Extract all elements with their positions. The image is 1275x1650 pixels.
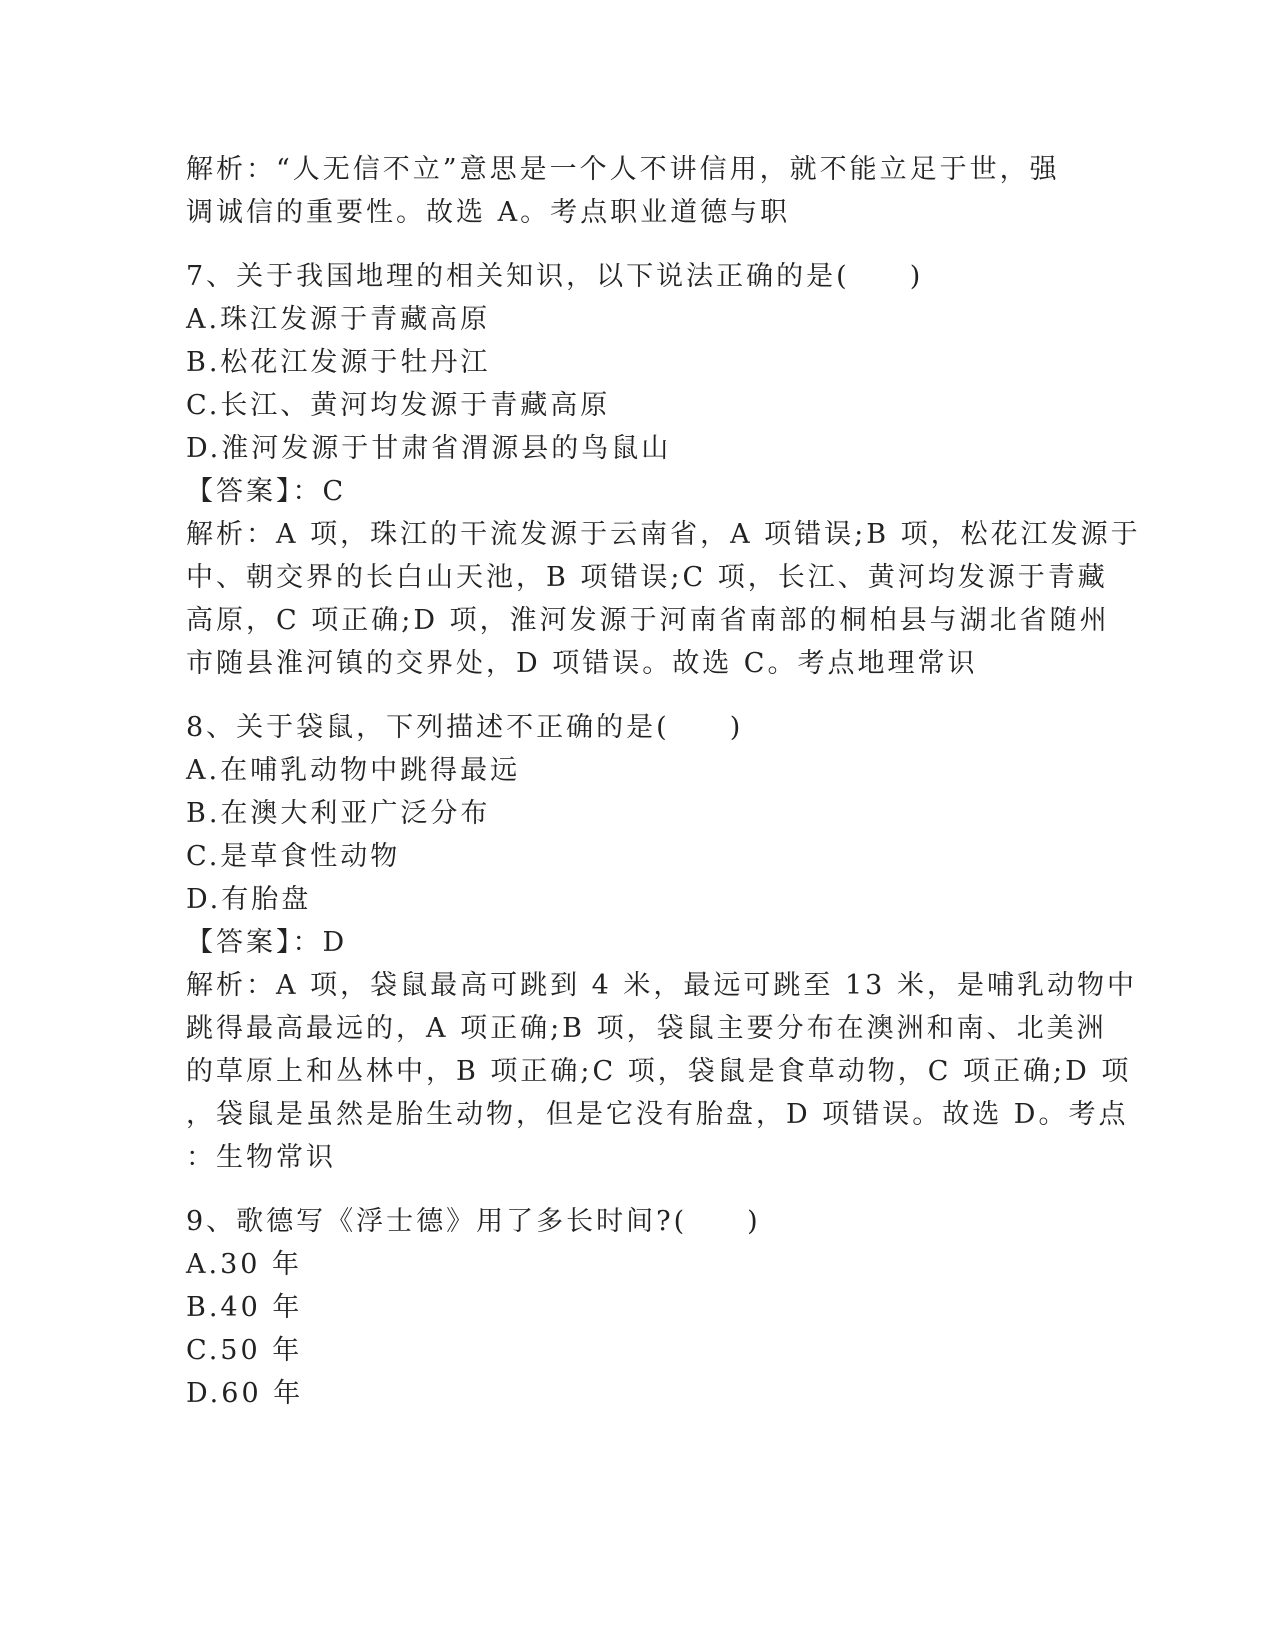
- option-b: B.松花江发源于牡丹江: [186, 347, 491, 378]
- explanation-line: 跳得最高最远的，A 项正确;B 项，袋鼠主要分布在澳洲和南、北美洲: [186, 1013, 1107, 1044]
- option-c: C.是草食性动物: [186, 841, 401, 872]
- explanation-line: 调诚信的重要性。故选 A。考点职业道德与职: [186, 197, 791, 228]
- previous-explanation: [186, 148, 1086, 234]
- question-stem: 9、歌德写《浮士德》用了多长时间?( ): [186, 1206, 761, 1237]
- explanation-line: 中、朝交界的长白山天池，B 项错误;C 项，长江、黄河均发源于青藏: [186, 562, 1108, 593]
- question-9: [186, 1200, 1086, 1415]
- option-a: A.在哺乳动物中跳得最远: [186, 755, 521, 786]
- page-content: [186, 148, 1141, 1415]
- option-c: C.50 年: [186, 1335, 303, 1366]
- explanation-line: 的草原上和丛林中，B 项正确;C 项，袋鼠是食草动物，C 项正确;D 项: [186, 1056, 1132, 1087]
- question-stem: 8、关于袋鼠，下列描述不正确的是( ): [186, 712, 744, 743]
- answer-line: 【答案】：D: [186, 927, 348, 958]
- explanation-line: 解析：A 项，袋鼠最高可跳到 4 米，最远可跳至 13 米，是哺乳动物中: [186, 970, 1137, 1001]
- explanation-line: ：生物常识: [186, 1142, 336, 1173]
- explanation-line: 高原，C 项正确;D 项，淮河发源于河南省南部的桐柏县与湖北省随州: [186, 605, 1110, 636]
- question-8: [186, 706, 1137, 1179]
- option-b: B.在澳大利亚广泛分布: [186, 798, 491, 829]
- option-d: D.淮河发源于甘肃省渭源县的鸟鼠山: [186, 433, 672, 464]
- option-a: A.30 年: [186, 1249, 303, 1280]
- question-stem: 7、关于我国地理的相关知识，以下说法正确的是( ): [186, 261, 924, 292]
- option-c: C.长江、黄河均发源于青藏高原: [186, 390, 611, 421]
- option-d: D.有胎盘: [186, 884, 312, 915]
- explanation-line: ，袋鼠是虽然是胎生动物，但是它没有胎盘，D 项错误。故选 D。考点: [186, 1099, 1129, 1130]
- question-7: [186, 255, 1141, 685]
- option-a: A.珠江发源于青藏高原: [186, 304, 491, 335]
- answer-line: 【答案】：C: [186, 476, 347, 507]
- option-b: B.40 年: [186, 1292, 303, 1323]
- explanation-line: 解析：“人无信不立”意思是一个人不讲信用，就不能立足于世，强: [186, 154, 1060, 185]
- explanation-line: 市随县淮河镇的交界处，D 项错误。故选 C。考点地理常识: [186, 648, 978, 679]
- option-d: D.60 年: [186, 1378, 304, 1409]
- explanation-line: 解析：A 项，珠江的干流发源于云南省，A 项错误;B 项，松花江发源于: [186, 519, 1141, 550]
